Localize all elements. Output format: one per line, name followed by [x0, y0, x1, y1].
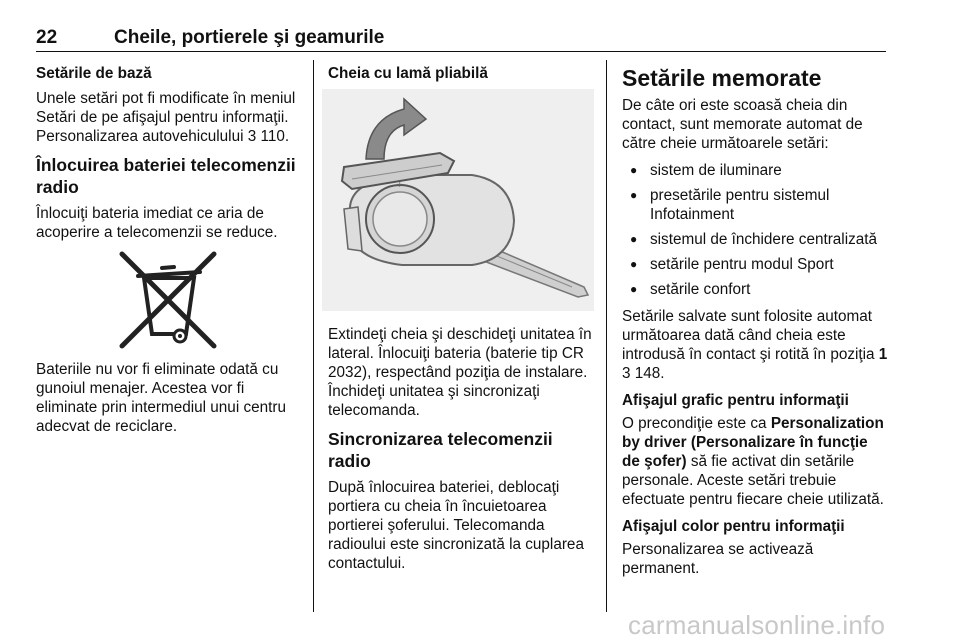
paragraph-color: Personalizarea se activează permanent.	[622, 541, 814, 577]
list-item: ● sistem de iluminare	[622, 161, 888, 180]
list-item: ● presetările pentru sistemul Infotainment	[622, 186, 888, 224]
paragraph-dupa: După înlocuirea bateriei, deblocaţi portiera cu cheia în încuietoarea portierei şoferului. Telecomanda radioului este sincronizată la cuplarea contactului.	[328, 479, 584, 572]
paragraph-preconditie: O precondiţie este ca Personalization by driver (Personalizare în funcţie de şofer) să fie activat din setările personale. Aceste setări trebuie efectuate pentru fiecare cheie utilizată.	[622, 415, 884, 508]
heading-inlocuirea-bateriei: Înlocuirea bateriei telecomenzii radio	[36, 155, 296, 197]
column-middle	[328, 64, 594, 581]
page-header	[36, 27, 886, 52]
folding-key-battery-illustration	[322, 89, 594, 311]
paragraph-setari: Unele setări pot fi modificate în meniul Setări de pe afişajul pentru informaţii. Personalizarea autovehiculului 3 110.	[36, 90, 296, 145]
memorized-settings-list	[622, 161, 888, 299]
chapter-title: Cheile, portierele şi geamurile	[114, 27, 385, 48]
heading-setarile-memorate: Setările memorate	[622, 65, 822, 91]
column-divider	[313, 60, 314, 612]
list-item: ● setările pentru modul Sport	[622, 255, 888, 274]
heading-cheia-lama: Cheia cu lamă pliabilă	[328, 65, 488, 82]
heading-afisaj-color: Afişajul color pentru informaţii	[622, 518, 845, 535]
heading-sincronizarea: Sincronizarea telecomenzii radio	[328, 429, 553, 471]
svg-text:+: +	[396, 180, 404, 190]
page-number: 22	[36, 27, 58, 48]
heading-setari-de-baza: Setările de bază	[36, 65, 152, 82]
ignition-position: 1	[878, 346, 888, 363]
list-item: ● setările confort	[622, 280, 888, 299]
column-divider	[606, 60, 607, 612]
column-right	[622, 64, 888, 586]
list-item: ● sistemul de închidere centralizată	[622, 230, 888, 249]
paragraph-intro: De câte ori este scoasă cheia din contact, sunt memorate automat de către cheie următoarele setări:	[622, 97, 863, 152]
paragraph-inlocuiti: Înlocuiţi bateria imediat ce aria de acoperire a telecomenzii se reduce.	[36, 205, 278, 241]
crossed-out-wheelie-bin-icon	[114, 250, 224, 350]
paragraph-salvate: Setările salvate sunt folosite automat următoarea dată când cheia este introdusă în contact şi rotită în poziţia 1 3 148.	[622, 308, 888, 382]
paragraph-extindeti: Extindeţi cheia şi deschideţi unitatea în lateral. Înlocuiţi bateria (baterie tip CR 2032), respectând poziţia de instalare. Închideţi unitatea şi sincronizaţi telecomanda.	[328, 326, 592, 419]
paragraph-bateriile: Bateriile nu vor fi eliminate odată cu gunoiul menajer. Acestea vor fi eliminate prin intermediul unui centru adecvat de reciclare.	[36, 361, 286, 435]
watermark: carmanualsonline.info	[628, 610, 886, 640]
column-left	[36, 64, 302, 444]
page-reference[interactable]: 3 110.	[247, 128, 290, 145]
page-reference[interactable]: 3 148.	[622, 365, 665, 382]
heading-afisaj-grafic: Afişajul grafic pentru informaţii	[622, 392, 849, 409]
